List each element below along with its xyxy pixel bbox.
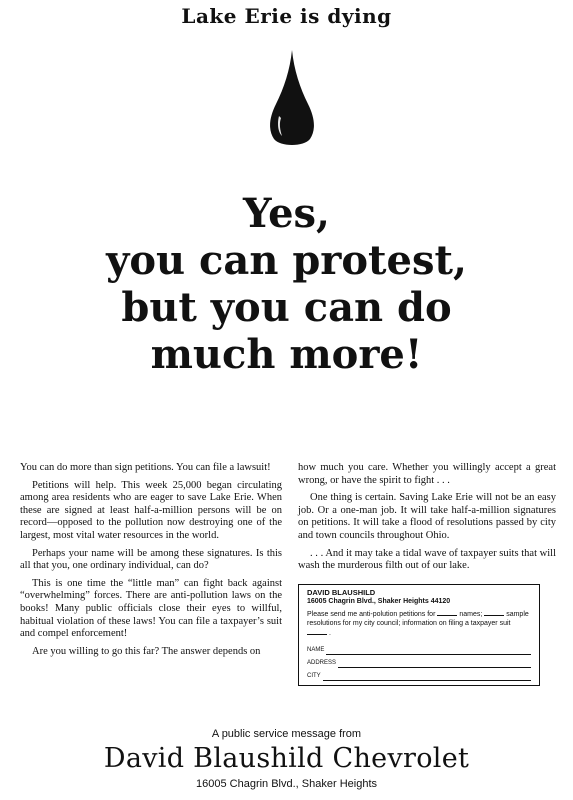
city-field[interactable] — [307, 671, 531, 681]
body-column-left — [20, 462, 282, 663]
headline-line: but you can do — [121, 284, 452, 331]
body-paragraph: how much you care. Whether you willingly accept a great wrong, or have the spirit to fight . . . — [298, 462, 556, 486]
main-headline — [0, 190, 573, 378]
headline-line: Yes, — [243, 190, 330, 237]
coupon-request-text — [307, 609, 531, 639]
body-paragraph: Perhaps your name will be among these signatures. Is this all that you, one ordinary individual, can do? — [20, 547, 282, 572]
headline-line: much more! — [150, 331, 423, 378]
body-column-right — [298, 462, 556, 578]
city-field-label: CITY — [307, 673, 321, 679]
resolutions-checkbox-blank[interactable] — [484, 609, 504, 616]
body-paragraph: You can do more than sign petitions. You can file a lawsuit! — [20, 462, 271, 473]
address-field-line[interactable] — [338, 660, 531, 668]
body-paragraph: . . . And it may take a tidal wave of taxpayer suits that will wash the murderous filth out of our lake. — [298, 547, 556, 572]
dealer-address: 16005 Chagrin Blvd., Shaker Heights — [196, 778, 377, 790]
headline-line: you can protest, — [106, 237, 467, 284]
address-field-label: ADDRESS — [307, 660, 337, 666]
taxpayer-suit-checkbox-blank[interactable] — [307, 628, 327, 635]
top-headline: Lake Erie is dying — [181, 4, 392, 28]
body-paragraph: Are you willing to go this far? The answer depends on — [32, 645, 261, 657]
address-field[interactable] — [307, 658, 531, 668]
name-field-label: NAME — [307, 647, 325, 653]
petition-count-blank[interactable] — [437, 609, 457, 616]
coupon-text-part: names; — [459, 611, 483, 618]
name-field[interactable] — [307, 645, 531, 655]
body-paragraph: One thing is certain. Saving Lake Erie will not be an easy job. Or a one-man job. It will take half-a-million signatures on petitions. It will take a flood of resolutions passed by city and town councils throughout Ohio. — [298, 492, 556, 541]
coupon-recipient-name: DAVID BLAUSHILD — [307, 588, 376, 597]
dealer-name: David Blaushild Chevrolet — [103, 743, 470, 774]
city-field-line[interactable] — [323, 673, 531, 681]
oil-drop-icon — [268, 50, 316, 148]
body-paragraph: This is one time the “little man” can fight back against “overwhelming” forces. There are anti-pollution laws on the books! Many public officials close their eyes to willful, habitual violation of these laws! You can file a taxpayer’s suit and compel enforcement! — [20, 577, 282, 640]
coupon-text-part: . — [328, 630, 331, 637]
mail-coupon — [298, 584, 540, 686]
coupon-text-part: Please send me anti-polution petitions for — [307, 611, 436, 618]
coupon-text-part: sample resolutions for my city council; information on filing a taxpayer suit — [307, 611, 529, 627]
coupon-recipient-address: 16005 Chagrin Blvd., Shaker Heights 44120 — [307, 597, 451, 605]
body-paragraph: Petitions will help. This week 25,000 began circulating among area residents who are eager to save Lake Erie. When these are signed at least half-a-million persons will be on record—opposed to the pollution now destroying one of the largest, most vital water resources in the world. — [20, 479, 282, 541]
public-service-line: A public service message from — [211, 728, 362, 740]
name-field-line[interactable] — [326, 647, 531, 655]
